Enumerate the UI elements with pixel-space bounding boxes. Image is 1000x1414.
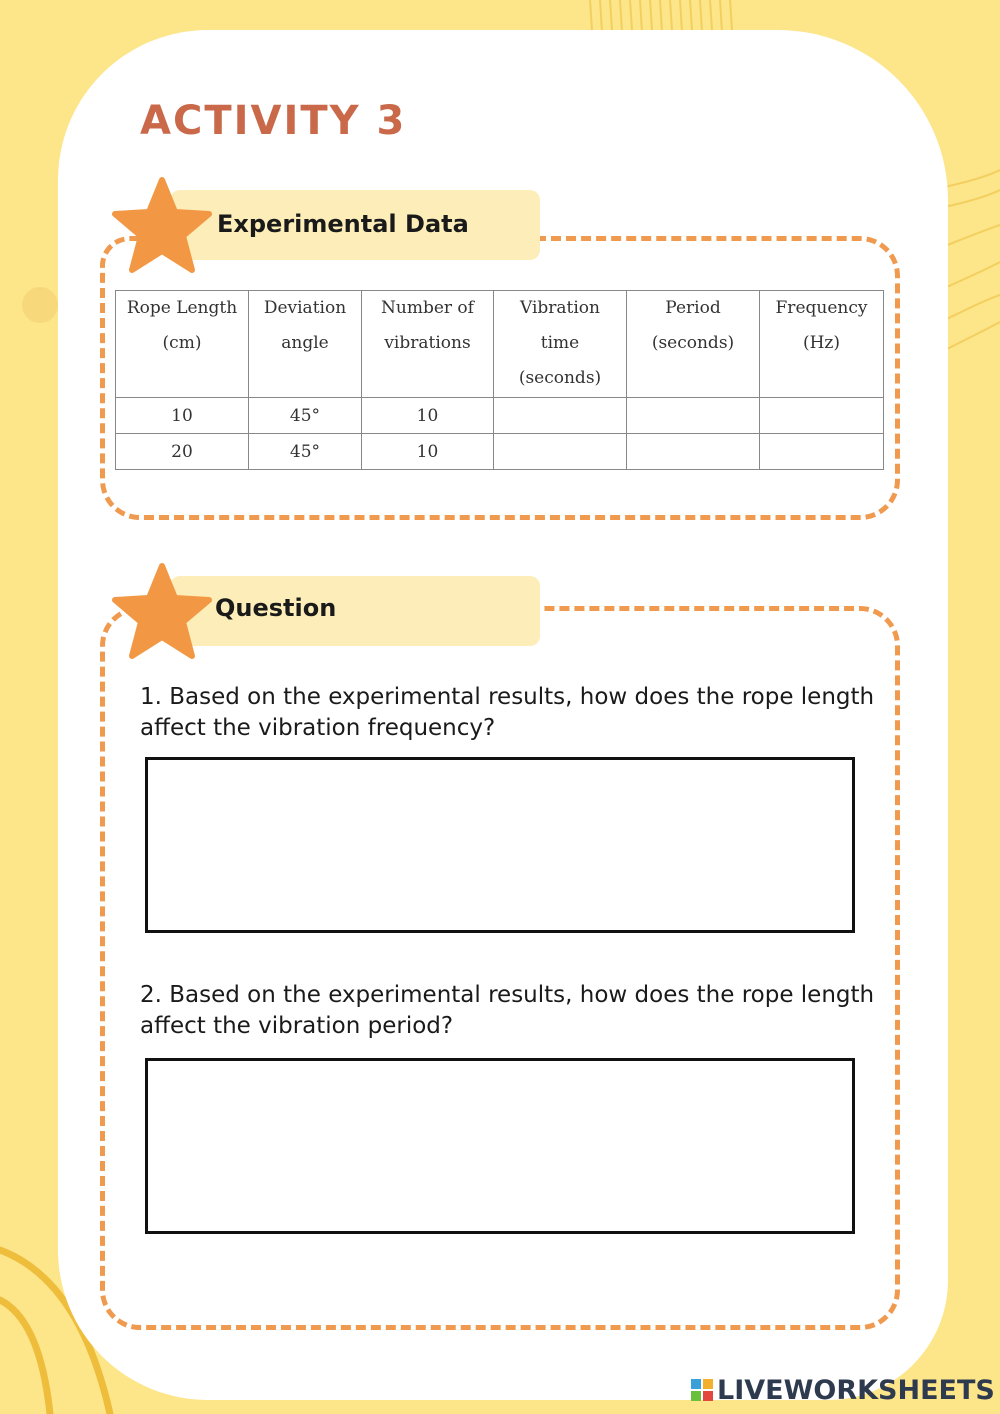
table-header-row [116,291,884,398]
cell-number-of-vibrations: 10 [362,434,494,470]
star-icon [112,176,212,276]
question-1-text: 1. Based on the experimental results, how does the rope length affect the vibration frequency? [140,684,875,741]
cell-period[interactable] [627,434,760,470]
header-line: Number of [381,298,474,318]
header-line: angle [281,333,329,353]
header-line: time [540,333,580,353]
header-period [627,291,760,398]
liveworksheets-brand: LIVEWORKSHEETS [717,1374,995,1406]
cell-rope-length: 20 [116,434,249,470]
header-line: vibrations [384,333,471,353]
liveworksheets-footer [690,1373,995,1407]
header-rope-length [116,291,249,398]
header-line: (seconds) [651,333,735,353]
header-line: (seconds) [518,368,602,388]
experimental-data-table [115,290,884,470]
answer-2-field[interactable] [145,1058,855,1234]
question-section-heading: Question [215,594,337,622]
data-section-heading: Experimental Data [217,210,469,238]
liveworksheets-logo-icon [690,1378,714,1402]
header-line: Rope Length [126,298,238,318]
cell-vibration-time[interactable] [494,398,627,434]
header-line: Frequency [775,298,868,318]
cell-rope-length: 10 [116,398,249,434]
header-line: Vibration [519,298,600,318]
header-vibration-time [494,291,627,398]
header-line: Period [665,298,721,318]
cell-deviation-angle: 45° [249,398,362,434]
activity-title: ACTIVITY 3 [140,98,407,144]
question-2-text: 2. Based on the experimental results, how does the rope length affect the vibration period? [140,982,875,1039]
header-deviation-angle [249,291,362,398]
header-number-of-vibrations [362,291,494,398]
star-icon [112,562,212,662]
cell-frequency[interactable] [760,434,884,470]
cell-deviation-angle: 45° [249,434,362,470]
header-line: (Hz) [802,333,841,353]
cell-period[interactable] [627,398,760,434]
table-row [116,398,884,434]
cell-number-of-vibrations: 10 [362,398,494,434]
header-frequency [760,291,884,398]
header-line: (cm) [162,333,202,353]
cell-frequency[interactable] [760,398,884,434]
cell-vibration-time[interactable] [494,434,627,470]
header-line: Deviation [263,298,347,318]
table-row [116,434,884,470]
answer-1-field[interactable] [145,757,855,933]
